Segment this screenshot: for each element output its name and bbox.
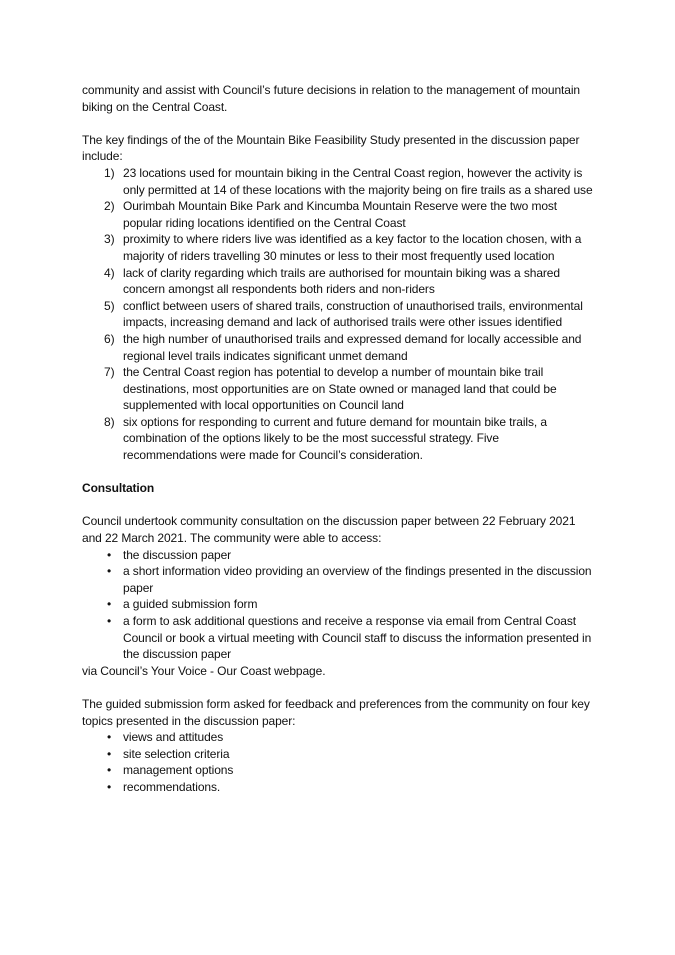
bullet-icon: •: [107, 614, 112, 628]
list-item-text: conflict between users of shared trails, construction of unauthorised trails, environmental impacts, increasing demand and lack of authorised trails were other issues identified: [123, 298, 583, 330]
list-item: [82, 762, 594, 779]
section-heading-consultation: Consultation: [82, 481, 155, 496]
list-item: [82, 165, 594, 198]
bullet-icon: •: [107, 746, 112, 761]
list-item: [82, 231, 594, 264]
intro-paragraph: community and assist with Council’s future decisions in relation to the management of mountain biking on the Central Coast.: [82, 83, 580, 114]
document-page: [82, 82, 594, 796]
list-item-text: proximity to where riders live was identified as a key factor to the location chosen, with a majority of riders travelling 30 minutes or less to their most frequently used location: [123, 232, 582, 263]
list-item-text: a guided submission form: [123, 597, 258, 612]
findings-intro: The key findings of the of the Mountain Bike Feasibility Study presented in the discussion paper include:: [82, 132, 580, 164]
list-item: [82, 729, 594, 746]
list-item-text: recommendations.: [123, 779, 221, 794]
list-item-text: a form to ask additional questions and receive a response via email from Central Coast Council or book a virtual meeting with Council staff to discuss the information presented in the discussion paper: [123, 614, 592, 662]
bullet-icon: •: [107, 547, 112, 562]
list-item: [82, 613, 594, 663]
bullet-icon: •: [107, 779, 112, 794]
bullet-icon: •: [107, 763, 112, 778]
list-item: [82, 298, 594, 331]
list-item: [82, 563, 594, 596]
list-item-text: views and attitudes: [123, 730, 224, 745]
submission-form-paragraph: The guided submission form asked for feedback and preferences from the community on four key topics presented in the discussion paper:: [82, 696, 590, 728]
list-item: [82, 414, 594, 464]
list-item-text: site selection criteria: [123, 746, 230, 761]
list-number: 2): [104, 199, 115, 214]
bullet-icon: •: [107, 564, 112, 579]
via-webpage-text: via Council’s Your Voice - Our Coast webpage.: [82, 663, 326, 678]
list-item: [82, 265, 594, 298]
list-item: [82, 779, 594, 796]
list-item-text: 23 locations used for mountain biking in the Central Coast region, however the activity is only permitted at 14 of these locations with the majority being on fire trails as a shared use: [123, 165, 593, 197]
list-number: 8): [104, 414, 115, 429]
list-number: 6): [104, 331, 115, 346]
access-list: [82, 547, 594, 663]
list-item: [82, 198, 594, 231]
list-item: [82, 596, 594, 613]
list-number: 5): [104, 298, 115, 313]
list-item-text: the discussion paper: [123, 547, 232, 562]
list-item-text: Ourimbah Mountain Bike Park and Kincumba Mountain Reserve were the two most popular riding locations identified on the Central Coast: [123, 199, 558, 230]
list-number: 7): [104, 365, 115, 380]
findings-list: [82, 165, 594, 464]
list-number: 4): [104, 265, 115, 280]
list-item: [82, 331, 594, 364]
bullet-icon: •: [107, 597, 112, 612]
list-item-text: lack of clarity regarding which trails are authorised for mountain biking was a shared concern amongst all respondents both riders and non-riders: [123, 265, 560, 297]
list-item-text: the high number of unauthorised trails and expressed demand for locally accessible and regional level trails indicates significant unmet demand: [123, 331, 582, 363]
list-item: [82, 746, 594, 763]
consultation-paragraph: Council undertook community consultation on the discussion paper between 22 February 2021 and 22 March 2021. The community were able to access:: [82, 514, 576, 546]
list-item-text: six options for responding to current and future demand for mountain bike trails, a combination of the options likely to be the most successful strategy. Five recommendations were made for Council’s consideration.: [123, 414, 547, 463]
list-item-text: management options: [123, 763, 234, 778]
list-number: 3): [104, 232, 115, 247]
bullet-icon: •: [107, 730, 112, 745]
list-item: [82, 547, 594, 564]
topics-list: [82, 729, 594, 795]
list-number: 1): [104, 165, 115, 180]
list-item-text: a short information video providing an overview of the findings presented in the discussion paper: [123, 564, 592, 595]
list-item: [82, 364, 594, 414]
list-item-text: the Central Coast region has potential to develop a number of mountain bike trail destinations, most opportunities are on State owned or managed land that could be supplemented with local opportunities on Council land: [123, 365, 557, 413]
